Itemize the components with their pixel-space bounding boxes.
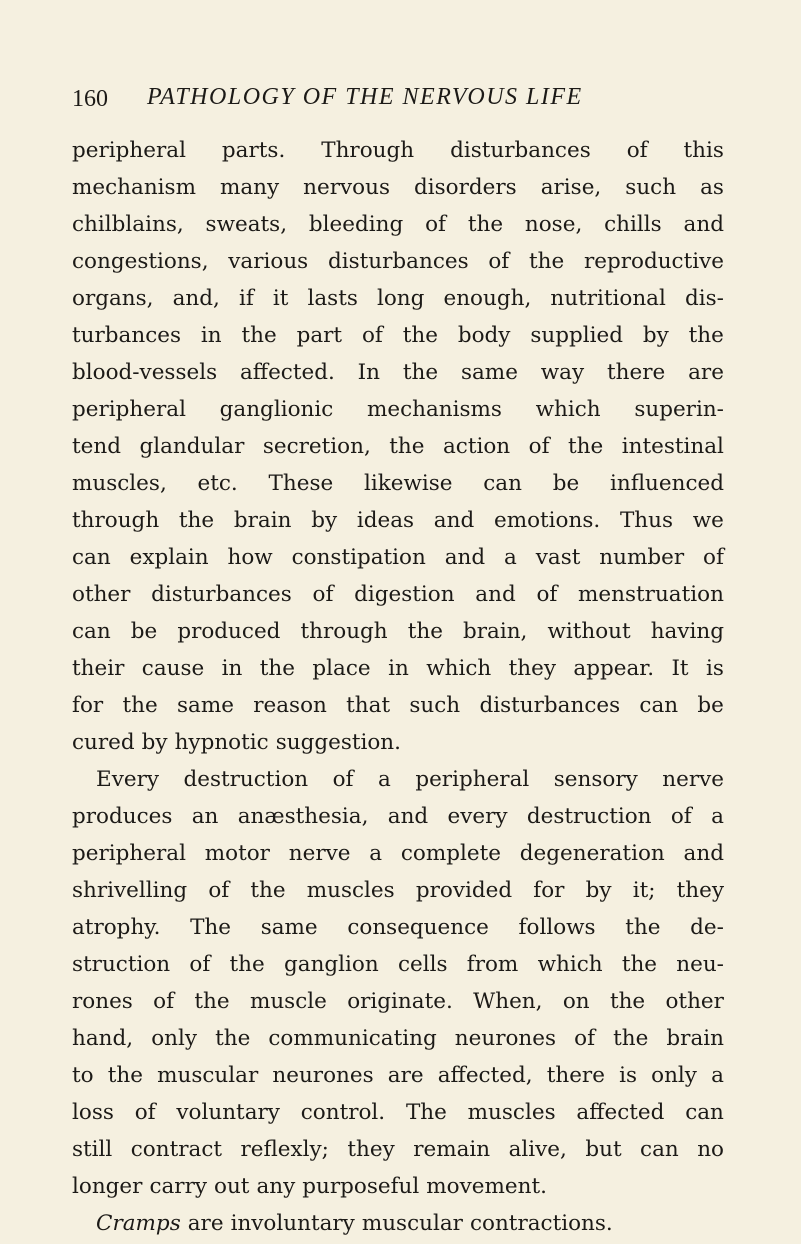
text-line [72,354,724,391]
word: Thus [619,508,674,533]
word: long [376,286,425,311]
word: muscular [361,1211,463,1236]
word: through [72,508,160,533]
word: can [640,1137,679,1162]
word: such [409,693,461,718]
word: many [219,175,280,200]
word: mechanisms [366,397,502,422]
word: are [387,1063,424,1088]
word: are [688,360,724,385]
word: such [625,175,677,200]
word: and [433,508,475,533]
word: peripheral [415,767,530,792]
word: muscular [157,1063,259,1088]
word: nervous [303,175,390,200]
word: number [599,545,685,570]
word: alive, [508,1137,567,1162]
word: same [460,360,518,385]
word: disturbances [151,582,292,607]
word: affected. [239,360,335,385]
text-line [72,1057,724,1094]
word: communicating [268,1026,437,1051]
word: of [361,323,383,348]
word: The [405,1100,447,1125]
text-line [72,761,724,798]
word: sweats, [205,212,288,237]
word: vast [535,545,581,570]
page-number: 160 [72,86,108,112]
text-line [72,391,724,428]
word: etc. [197,471,238,496]
word: and [683,212,724,237]
word: supplied [530,323,623,348]
word: disorders [414,175,517,200]
word: affected [576,1100,665,1125]
text-line [72,1020,724,1057]
word: The [190,915,232,940]
word: way [540,360,585,385]
word: emotions. [493,508,601,533]
word: of [189,952,211,977]
word: the [389,434,425,459]
text-line [72,983,724,1020]
word: can [72,545,111,570]
word: having [650,619,724,644]
word: lasts [307,286,358,311]
word: destruction [526,804,652,829]
word: nutritional [550,286,666,311]
word: disturbances [479,693,621,718]
word: can [483,471,522,496]
word: same [176,693,234,718]
word: by [141,730,168,755]
word: produced [177,619,281,644]
word: which [535,397,601,422]
word: in [388,656,409,681]
paragraph [72,1205,724,1242]
word: shrivelling [72,878,188,903]
word: and, [172,286,220,311]
word: other [665,989,724,1014]
word: of [536,582,558,607]
word: the [107,1063,143,1088]
word: peripheral [72,138,186,163]
word: every [447,804,508,829]
word: muscles, [72,471,167,496]
text-line [72,1131,724,1168]
word: of [312,582,334,607]
word: Through [321,138,415,163]
word: as [700,175,724,200]
word: which [537,952,603,977]
word: the [688,323,724,348]
text-line [72,317,724,354]
text-line [72,798,724,835]
word: parts. [221,138,286,163]
word: involuntary [230,1211,355,1236]
word: chilblains, [72,212,184,237]
word: rones [72,989,133,1014]
word: brain, [462,619,528,644]
word: organs, [72,286,154,311]
word: action [442,434,511,459]
word: various [228,249,309,274]
word: sensory [553,767,638,792]
word: they [347,1137,395,1162]
word: of [425,212,446,237]
word: only [651,1063,697,1088]
word: explain [129,545,209,570]
word: that [346,693,391,718]
word: mechanism [72,175,196,200]
word: no [697,1137,724,1162]
running-title: PATHOLOGY OF THE NERVOUS LIFE [147,84,583,110]
word: bleeding [308,212,404,237]
word: the [194,989,230,1014]
word: there [607,360,666,385]
word: body [457,323,511,348]
word: cause [141,656,205,681]
word: purposeful [302,1174,420,1199]
word: only [151,1026,198,1051]
word: can [685,1100,724,1125]
word: the [215,1026,251,1051]
word: cured [72,730,135,755]
word: we [692,508,724,533]
word: a [378,767,391,792]
word: part [296,323,343,348]
word: can [639,693,679,718]
word: is [619,1063,637,1088]
word: ganglion [283,952,379,977]
word: by [642,323,669,348]
word: secretion, [262,434,371,459]
word: contract [130,1137,223,1162]
word: Every [96,767,159,792]
word: the [122,693,158,718]
word: In [357,360,381,385]
word: brain [233,508,292,533]
word: of [528,434,550,459]
word: disturbances [450,138,591,163]
word: of [153,989,175,1014]
word: It [671,656,689,681]
word: constipation [291,545,426,570]
word: digestion [354,582,455,607]
word: of [332,767,354,792]
body-text [72,132,724,1242]
word: turbances [72,323,181,348]
word: without [547,619,631,644]
word: and [475,582,516,607]
word: neu- [676,952,724,977]
text-line [72,280,724,317]
text-line [72,1205,724,1242]
word: degeneration [519,841,665,866]
word: muscles [306,878,395,903]
word: the [625,915,661,940]
word: the [613,1026,649,1051]
word: affected, [437,1063,533,1088]
text-line [72,539,724,576]
word: the [402,360,439,385]
word: reproductive [583,249,724,274]
word: glandular [139,434,245,459]
word: be [552,471,580,496]
word: arise, [540,175,602,200]
word: which [426,656,492,681]
word: cells [397,952,448,977]
word: the [229,952,265,977]
word: other [72,582,131,607]
text-line [72,1168,724,1205]
word: how [227,545,273,570]
word: struction [72,952,171,977]
word: the [407,619,443,644]
word: disturbances [327,249,469,274]
word: and [444,545,486,570]
text-line [72,206,724,243]
text-line [72,909,724,946]
word: originate. [347,989,453,1014]
word: motor [204,841,270,866]
word: the [402,323,438,348]
word: a [711,1063,724,1088]
word: carry [149,1174,207,1199]
word: appear. [573,656,655,681]
word: ideas [356,508,415,533]
word: the [609,989,646,1014]
word: by [311,508,338,533]
word: blood-vessels [72,360,218,385]
word: nose, [524,212,583,237]
word: place [312,656,371,681]
word: in [200,323,222,348]
word: the [259,656,296,681]
word: the [621,952,658,977]
word: voluntary [176,1100,280,1125]
word: the [241,323,277,348]
word: this [683,138,724,163]
word: be [130,619,158,644]
word: they [676,878,724,903]
word: likewise [363,471,453,496]
word: superin- [634,397,724,422]
text-line [72,169,724,206]
word: a [711,804,724,829]
text-line [72,650,724,687]
word: in [221,656,243,681]
word: still [72,1137,113,1162]
word: their [72,656,125,681]
word: neurones [272,1063,374,1088]
word: destruction [183,767,309,792]
word: for [72,693,104,718]
word: nerve [288,841,351,866]
text-line [72,576,724,613]
word: consequence [347,915,489,940]
word: These [268,471,334,496]
page-header [72,84,732,120]
text-line [72,502,724,539]
word: dis- [684,286,724,311]
word: through [300,619,388,644]
word: hand, [72,1026,134,1051]
word: if [238,286,254,311]
word: movement. [426,1174,547,1199]
word: chills [604,212,662,237]
word: congestions, [72,249,209,274]
text-line [72,613,724,650]
word: any [256,1174,296,1199]
word: control. [300,1100,386,1125]
word: de- [690,915,724,940]
word: ganglionic [219,397,334,422]
text-line [72,1094,724,1131]
text-line [72,724,724,761]
word: there [546,1063,605,1088]
word: out [214,1174,250,1199]
word: the [467,212,504,237]
word: nerve [662,767,724,792]
word: and [683,841,724,866]
word: they [508,656,556,681]
word: the [178,508,215,533]
word: for [533,878,565,903]
word: menstruation [578,582,724,607]
word: of [574,1026,596,1051]
paragraph [72,132,724,761]
word: loss [72,1100,114,1125]
word: muscle [249,989,327,1014]
word: peripheral [72,397,186,422]
word: an [191,804,219,829]
word: the [529,249,565,274]
word: the [250,878,286,903]
word: from [466,952,519,977]
word: When, [473,989,543,1014]
word: enough, [443,286,532,311]
word: remain [413,1137,491,1162]
word: of [488,249,510,274]
word: follows [518,915,596,940]
word: muscles [467,1100,556,1125]
text-line [72,428,724,465]
word: it; [632,878,656,903]
word: longer [72,1174,143,1199]
word: hypnotic [174,730,269,755]
word: of [703,545,724,570]
word: the [568,434,604,459]
word: be [697,693,724,718]
word: by [585,878,612,903]
word: can [72,619,111,644]
text-line [72,946,724,983]
text-line [72,465,724,502]
text-line [72,132,724,169]
word: a [369,841,383,866]
word: but [585,1137,622,1162]
text-line [72,872,724,909]
italic-term: Cramps [96,1211,181,1236]
word: it [272,286,289,311]
word: intestinal [621,434,724,459]
word: peripheral [72,841,186,866]
word: complete [400,841,501,866]
word: are [187,1211,224,1236]
word: neurones [454,1026,557,1051]
text-line [72,835,724,872]
word: and [387,804,429,829]
word: of [626,138,648,163]
word: of [134,1100,156,1125]
word: influenced [609,471,724,496]
word: of [208,878,230,903]
word: of [670,804,692,829]
word: to [72,1063,94,1088]
word: anæsthesia, [237,804,369,829]
word: tend [72,434,121,459]
word: a [504,545,517,570]
word: same [260,915,318,940]
word: is [705,656,724,681]
word: brain [666,1026,724,1051]
word: provided [415,878,513,903]
word: contractions. [469,1211,613,1236]
word: suggestion. [275,730,401,755]
word: reflexly; [240,1137,329,1162]
word: produces [72,804,173,829]
word: on [562,989,590,1014]
word: atrophy. [72,915,161,940]
text-line [72,687,724,724]
word: reason [253,693,327,718]
paragraph [72,761,724,1205]
text-line [72,243,724,280]
